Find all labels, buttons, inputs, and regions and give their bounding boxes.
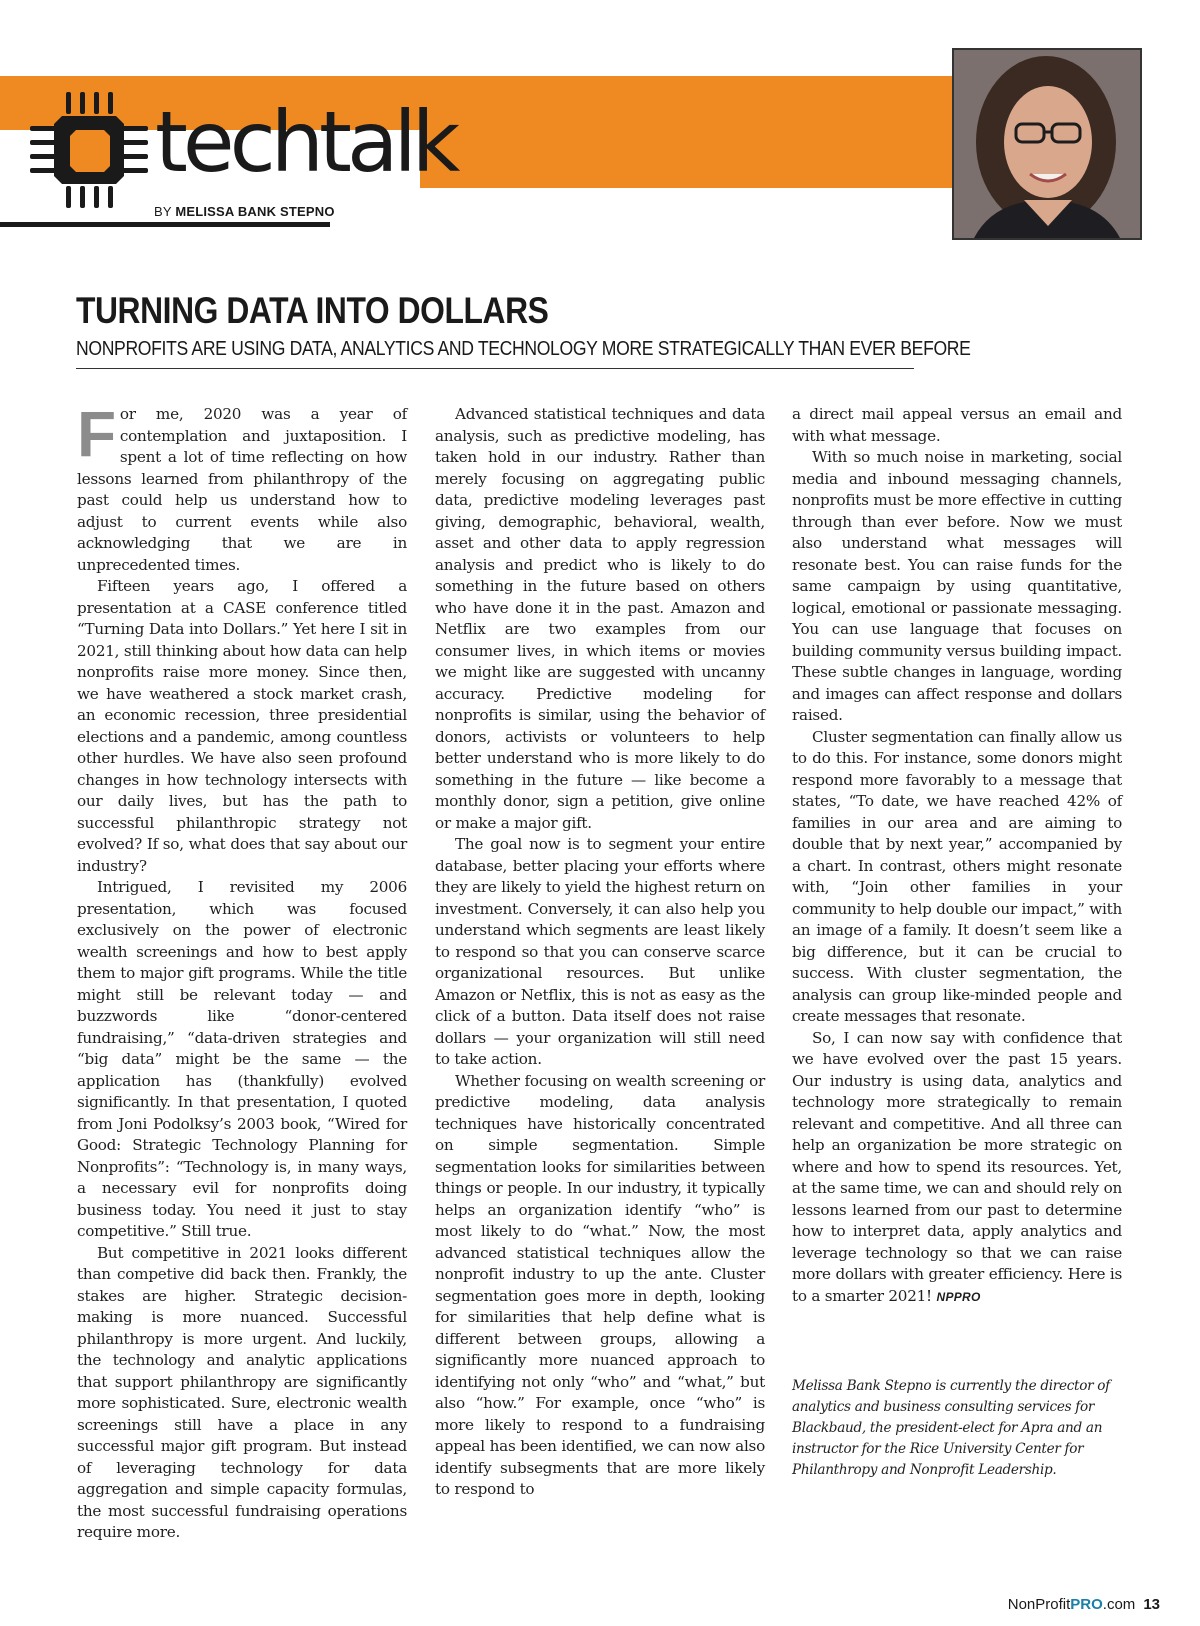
footer-site-suffix: .com	[1102, 1596, 1136, 1613]
byline-author-name: MELISSA BANK STEPNO	[175, 204, 335, 219]
paragraph: Whether focusing on wealth screening or predictive modeling, data analysis techniques have historically concentrated on simple segmentation. Simple segmentation looks for similarities between things or people. In our industry, it typically helps an organization identify “who” is most likely to do “what.” Now, the most advanced statistical techniques allow the nonprofit industry to up the ante. Cluster segmentation goes more in depth, looking for similarities that help define what is different between groups, allowing a significantly more nuanced approach to identifying not only “who” and “what,” but also “how.” For example, once “who” is more likely to respond to a fundraising appeal has been identified, we can now also identify subsegments that are more likely to respond to	[435, 1071, 765, 1498]
paragraph: Fifteen years ago, I offered a presentation at a CASE conference titled “Turning Data into Dollars.” Yet here I sit in 2021, still thinking about how data can help nonprofits raise more money. Since then, we have weathered a stock market crash, an economic recession, three presidential elections and a pandemic, among countless other hurdles. We have also seen profound changes in how technology intersects with our daily lives, but has the path to successful philanthropic strategy not evolved? If so, what does that say about our industry?	[77, 577, 407, 875]
paragraph	[77, 398, 407, 576]
section-logo-text: techtalk	[155, 93, 456, 191]
signoff-mark: NPPRO	[936, 1289, 981, 1304]
page-footer	[1008, 1596, 1160, 1613]
footer-site-prefix: NonProfit	[1007, 1596, 1071, 1613]
deck-divider	[76, 368, 914, 369]
paragraph: Cluster segmentation can finally allow us to do this. For instance, some donors might respond more favorably to a message that states, “To date, we have reached 42% of families in our area and are aiming to double that by next year,” accompanied by a chart. In contrast, others might resonate with, “Join other families in your community to help double our impact,” with an image of a family. It doesn’t seem like a big difference, but it can be crucial to success. With cluster segmentation, the analysis can group like-minded people and create messages that resonate.	[792, 727, 1122, 1025]
article-column-2	[435, 404, 765, 1501]
byline-prefix: BY	[154, 204, 172, 219]
author-portrait	[952, 48, 1142, 240]
header-rule	[0, 222, 330, 227]
microchip-icon	[28, 90, 158, 210]
author-bio: Melissa Bank Stepno is currently the director of analytics and business consulting services for Blackbaud, the president-elect for Apra and an instructor for the Rice University Center for Philanthropy and Nonprofit Leadership.	[792, 1378, 1110, 1478]
paragraph: Intrigued, I revisited my 2006 presentation, which was focused exclusively on the power of electronic wealth screenings and how to best apply them to major gift programs. While the title might still be relevant today — and buzzwords like “donor-centered fundraising,” “data-driven strategies and “big data” might be the same — the application has (thankfully) evolved significantly. In that presentation, I quoted from Joni Podolksy’s 2003 book, “Wired for Good: Strategic Technology Planning for Nonprofits”: “Technology is, in many ways, a necessary evil for nonprofits doing business today. You need it just to stay competitive.” Still true.	[77, 878, 407, 1240]
drop-cap: F	[77, 398, 116, 470]
paragraph: But competitive in 2021 looks different than competive did back then. Frankly, the stakes are higher. Strategic decision-making is more nuanced. Successful philanthropy is more urgent. And luckily, the technology and analytic applications that support philanthropy are significantly more sophisticated. Sure, electronic wealth screenings still have a place in any successful major gift program. But instead of leveraging technology for data aggregation and simple capacity formulas, the most successful fundraising operations require more.	[77, 1243, 407, 1541]
paragraph-text: So, I can now say with confidence that we have evolved over the past 15 years. Our industry is using data, analytics and technology more strategically to remain relevant and competitive. And all three can help an organization be more strategic on where and how to spend its resources. Yet, at the same time, we can and should rely on lessons learned from our past to determine how to interpret data, apply analytics and leverage technology so that we can raise more dollars with greater efficiency. Here is to a smarter 2021!	[792, 1028, 1122, 1305]
byline	[154, 204, 335, 219]
paragraph	[792, 1028, 1122, 1309]
footer-site-pro: PRO	[1070, 1596, 1103, 1613]
paragraph: Advanced statistical techniques and data analysis, such as predictive modeling, has taken hold in our industry. Rather than merely focusing on aggregating public data, predictive modeling leverages past giving, demographic, behavioral, wealth, asset and other data to apply regression analysis and predict who is likely to do something in the future based on others who have done it in the past. Amazon and Netflix are two examples from our consumer lives, in which items or movies we might like are suggested with uncanny accuracy. Predictive modeling for nonprofits is similar, using the behavior of donors, activists or volunteers to help better understand who is more likely to do something in the future — like become a monthly donor, sign a petition, give online or make a major gift.	[435, 405, 765, 832]
article-headline: TURNING DATA INTO DOLLARS	[76, 290, 549, 331]
paragraph: The goal now is to segment your entire database, better placing your efforts where they are likely to yield the highest return on investment. Conversely, it can also help you understand which segments are least likely to respond so that you can conserve scarce organizational resources. But unlike Amazon or Netflix, this is not as easy as the click of a button. Data itself does not raise dollars — your organization will still need to take action.	[435, 835, 765, 1068]
paragraph-text: or me, 2020 was a year of contemplation and juxtaposition. I spent a lot of time reflecting on how lessons learned from philanthropy of the past could help us understand how to adjust to current events while also acknowledging that we are in unprecedented times.	[77, 405, 407, 574]
article-column-1	[77, 398, 407, 1544]
article-deck: NONPROFITS ARE USING DATA, ANALYTICS AND TECHNOLOGY MORE STRATEGICALLY THAN EVER BEFORE	[76, 338, 971, 360]
article-column-3	[792, 404, 1122, 1308]
paragraph: a direct mail appeal versus an email and with what message.	[792, 405, 1122, 445]
paragraph: With so much noise in marketing, social media and inbound messaging channels, nonprofits must be more effective in cutting through than ever before. Now we must also understand what messages will resonate best. You can raise funds for the same campaign by using quantitative, logical, emotional or passionate messaging. You can use language that focuses on building community versus building impact. These subtle changes in language, wording and images can affect response and dollars raised.	[792, 448, 1122, 724]
page-number: 13	[1143, 1596, 1160, 1613]
